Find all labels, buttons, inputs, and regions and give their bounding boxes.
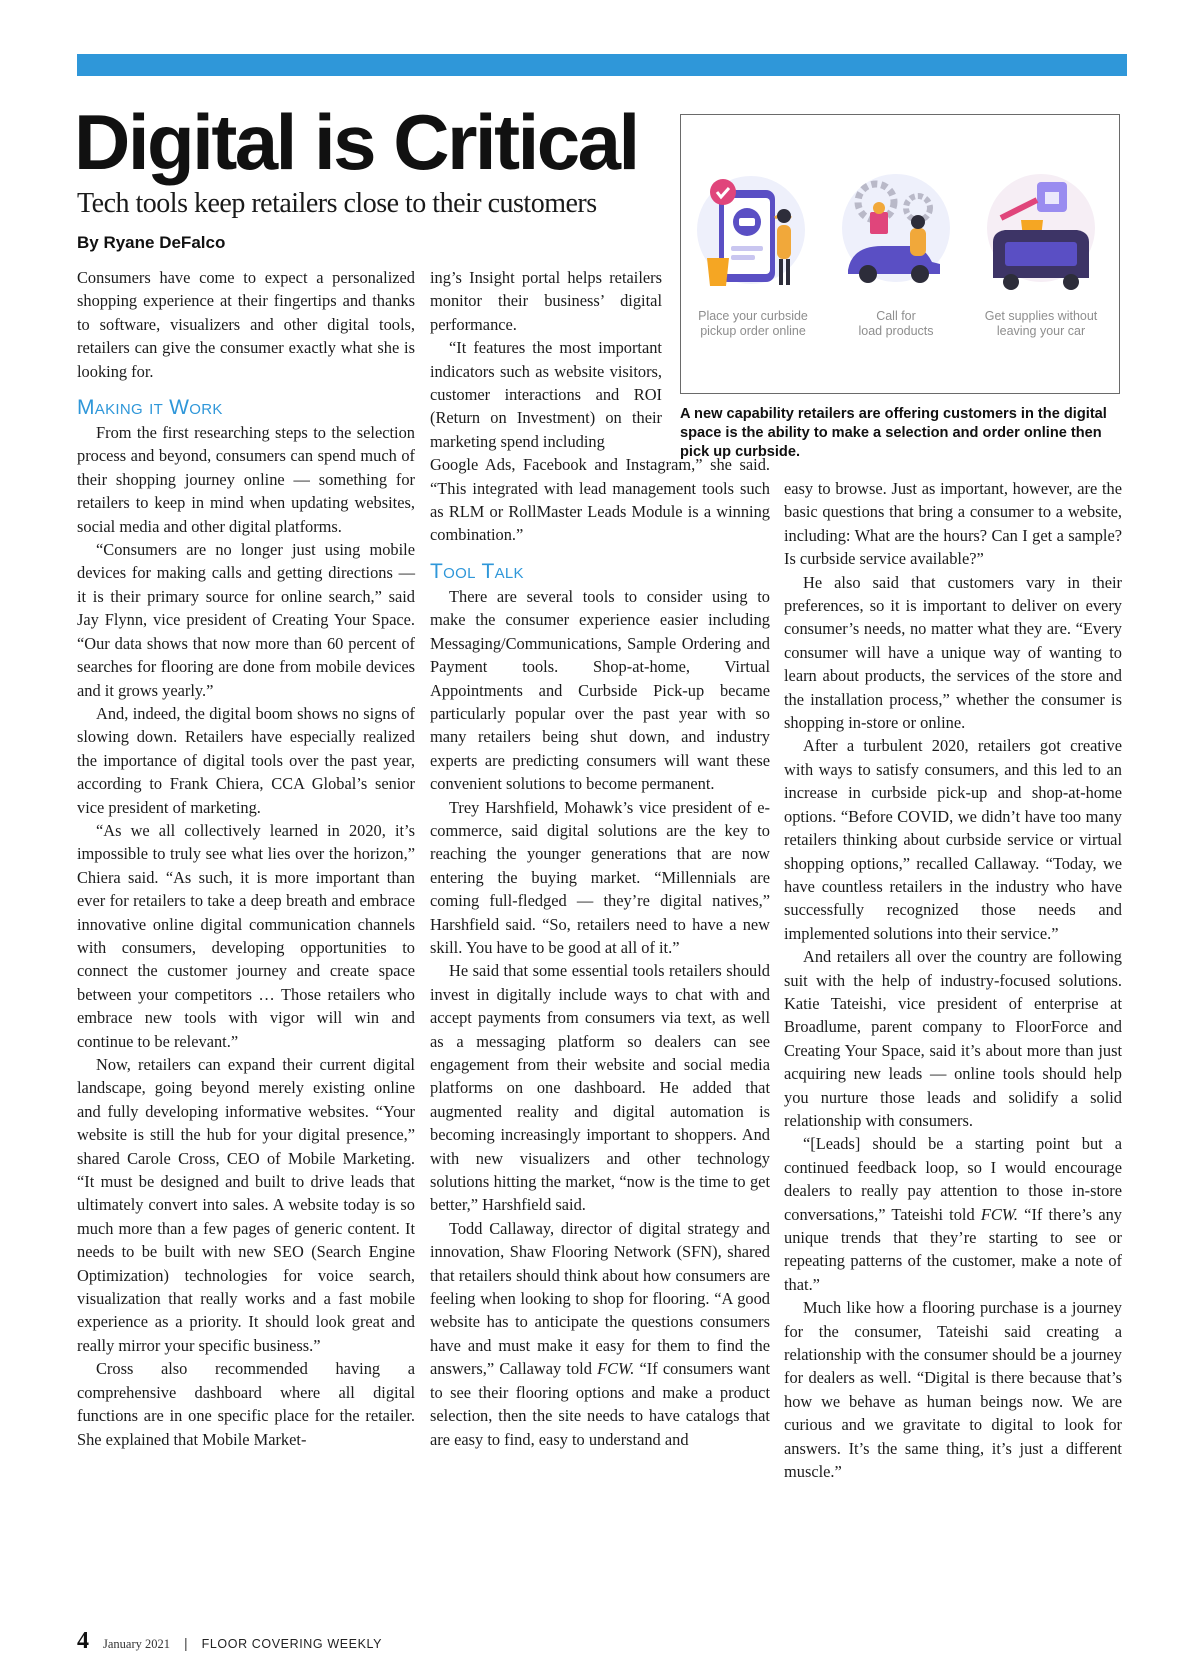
column-1 bbox=[77, 266, 415, 1451]
page-footer bbox=[77, 1628, 382, 1654]
paragraph: easy to browse. Just as important, however, are the basic questions that bring a consumer to a website, including: What are the hours? Can I get a sample? Is curbside service available?” bbox=[784, 479, 1122, 569]
paragraph: After a turbulent 2020, retailers got creative with ways to satisfy consumers, and this led to an increase in curbside pick-up and shop-at-home options. “Before COVID, we didn’t have too many retailers thinking about curbside service or virtual shopping options,” recalled Callaway. “Today, we have countless retailers in the industry who have successfully recognized those needs and implemented solutions into their service.” bbox=[784, 736, 1122, 943]
top-accent-bar bbox=[77, 54, 1127, 76]
paragraph: And, indeed, the digital boom shows no signs of slowing down. Retailers have especially realized the importance of digital tools over the past year, according to Frank Chiera, CCA Global’s senior vice president of marketing. bbox=[77, 703, 415, 817]
section-heading-tool-talk: Tool Talk bbox=[430, 559, 524, 583]
paragraph: Cross also recommended having a comprehensive dashboard where all digital functions are in one specific place for the retailer. She explained that Mobile Market- bbox=[77, 1359, 415, 1449]
figure-caption: A new capability retailers are offering customers in the digital space is the ability to make a selection and order online then pick up curbside. bbox=[680, 406, 1107, 460]
paragraph: “Consumers are no longer just using mobile devices for making calls and getting directions — it is their primary source for online search,” said Jay Flynn, vice president of Creating Your Space. “Our data shows that now more than 60 percent of searches for flooring are done from mobile devices and it grows yearly.” bbox=[77, 540, 415, 700]
subheadline: Tech tools keep retailers close to their customers bbox=[77, 188, 597, 219]
paragraph: He also said that customers vary in their preferences, so it is important to deliver on every consumer’s needs, no matter what they are. “Every consumer will have a unique way of wanting to learn about products, the services of the store and the installation process,” whether the consumer is shopping in-store or online. bbox=[784, 572, 1122, 733]
paragraph: Todd Callaway, director of digital strategy and innovation, Shaw Flooring Network (SFN), shared that retailers should think about how consumers are feeling when looking to shop for flooring. “A good website has to anticipate the questions consumers have and must make it easy for them to find the answers,” Callaway told FCW. “If consumers want to see their flooring options and make a product selection, then the site needs to have catalogs that are easy to find, easy to understand and bbox=[430, 1218, 770, 1449]
section-heading-making-it-work: Making it Work bbox=[77, 396, 223, 420]
figure-label-2: Call for load products bbox=[858, 309, 934, 338]
paragraph: Now, retailers can expand their current digital landscape, going beyond merely existing online and fully developing informative websites. “Your website is still the hub for your digital presence,” shared Carole Cross, CEO of Mobile Marketing. “It must be designed and built to drive leads that ultimately convert into sales. A website today is so much more than a few pages of generic content. It needs to be built with new SEO (Search Engine Optimization) technologies for voice search, visualization that really works and a fast mobile experience as a priority. It should look great and really mirror your specific business.” bbox=[77, 1055, 415, 1355]
column-2-narrow-block bbox=[430, 266, 662, 453]
issue-date: January 2021 bbox=[103, 1637, 170, 1651]
column-2 bbox=[430, 266, 770, 1451]
figure-label-1: Place your curbside pickup order online bbox=[698, 309, 808, 338]
paragraph: Trey Harshfield, Mohawk’s vice president of e-commerce, said digital solutions are the key to reaching the younger generations that are now entering the buying market. “Millennials are coming full-fledged — they’re digital natives,” Harshfield said. “So, retailers need to have a new skill. You have to be good at all of it.” bbox=[430, 797, 770, 957]
headline: Digital is Critical bbox=[74, 98, 638, 186]
paragraph: ing’s Insight portal helps retailers monitor their business’ digital performance. bbox=[430, 268, 662, 334]
paragraph: Google Ads, Facebook and Instagram,” she said. “This integrated with lead management tools such as RLM or RollMaster Leads Module is a winning combination.” bbox=[430, 455, 770, 545]
paragraph: Consumers have come to expect a personalized shopping experience at their fingertips and thanks to software, visualizers and other digital tools, retailers can give the consumer exactly what she is looking for. bbox=[77, 268, 415, 381]
paragraph: “It features the most important indicators such as website visitors, customer interactions and ROI (Return on Investment) on their marketing spend including bbox=[430, 338, 662, 451]
footer-separator: | bbox=[184, 1635, 188, 1651]
byline: By Ryane DeFalco bbox=[77, 233, 226, 252]
figure-label-3: Get supplies without leaving your car bbox=[984, 309, 1098, 338]
publication-name: FLOOR COVERING WEEKLY bbox=[201, 1637, 383, 1651]
page-number: 4 bbox=[77, 1628, 89, 1654]
column-3 bbox=[784, 477, 1122, 1483]
paragraph: And retailers all over the country are following suit with the help of industry-focused solutions. Katie Tateishi, vice president of enterprise at Broadlume, parent company to FloorForce and Creating Your Space, said it’s about more than just acquiring new leads — online tools should help you nurture those leads and solidify a solid relationship with consumers. bbox=[784, 947, 1122, 1130]
car-loading-icon bbox=[836, 170, 961, 300]
paragraph: There are several tools to consider using to make the consumer experience easier including Messaging/Communications, Sample Ordering and Payment tools. Shop-at-home, Virtual Appointments and Curbside Pick-up became particularly popular over the past year with so many retailers being shut down, and industry experts are predicting consumers will want these convenient solutions to become permanent. bbox=[430, 586, 770, 794]
paragraph: From the first researching steps to the selection process and beyond, consumers can spend much of their shopping journey online — something for retailers to keep in mind when updating websites, social media and other digital platforms. bbox=[77, 423, 415, 536]
paragraph: He said that some essential tools retailers should invest in digitally include ways to chat with and accept payments from consumers via text, as well as a messaging platform so dealers can see engagement from their website and social media platforms on one dashboard. He added that augmented reality and digital automation is becoming increasingly important to shoppers. And with new visualizers and other technology solutions hitting the market, “now is the time to get better,” Harshfield said. bbox=[430, 961, 770, 1215]
paragraph: Much like how a flooring purchase is a journey for the consumer, Tateishi said creating a relationship with the consumer should be a journey for dealers as well. “Digital is there because that’s how we behave as human beings now. We are curious and we gravitate to digital to look for answers. It’s the same thing, it’s just a different muscle.” bbox=[784, 1298, 1122, 1482]
car-trunk-icon bbox=[981, 170, 1101, 300]
paragraph: “As we all collectively learned in 2020, it’s impossible to truly see what lies over the horizon,” Chiera said. “As such, it is more important than ever for retailers to take a deep breath and embrace innovative online digital communication channels with consumers, developing opportunities to connect the customer journey and create space between your competitors … Those retailers who embrace new tools with vigor will win and continue to be relevant.” bbox=[77, 820, 415, 1051]
paragraph: “[Leads] should be a starting point but a continued feedback loop, so I would encourage dealers to really pay attention to those in-store conversations,” Tateishi told FCW. “If there’s any unique trends that they’re starting to see or repeating patterns of the customer, make a note of that.” bbox=[784, 1134, 1123, 1294]
